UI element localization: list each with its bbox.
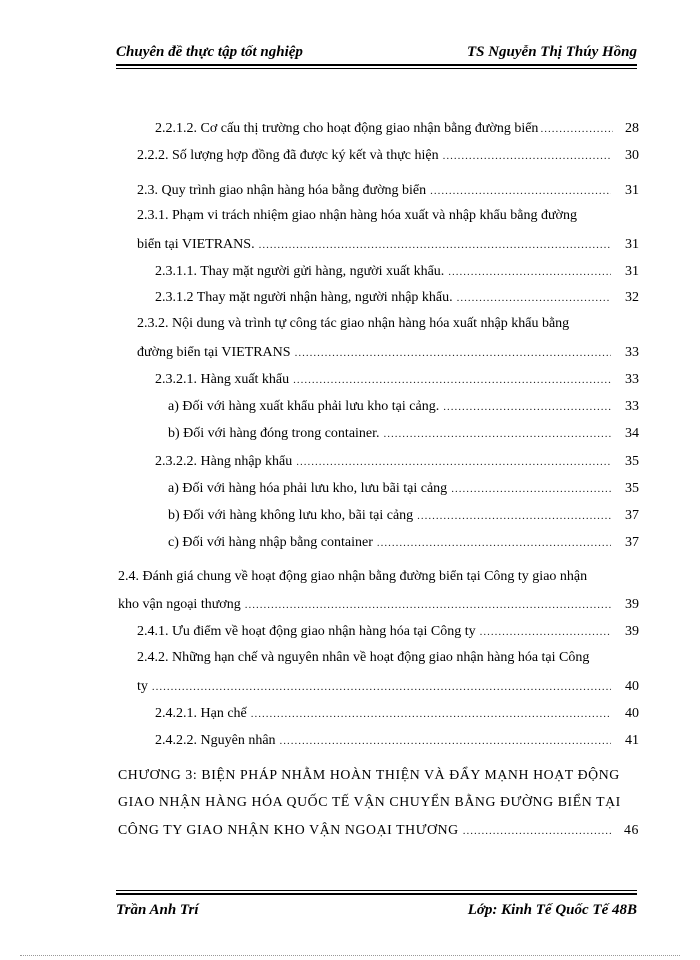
toc-entry: 2.3.2.1. Hàng xuất khẩu ..... 33 xyxy=(155,372,639,392)
toc-entry-line: 2.4.2. Những hạn chế và nguyên nhân về hoạt động giao nhận hàng hóa tại Công xyxy=(137,650,590,665)
toc-entry: 2.3.1.2 Thay mặt người nhận hàng, người nhập khẩu. ..... 32 xyxy=(155,290,639,310)
toc-entry: 2.2.2. Số lượng hợp đồng đã được ký kết và thực hiện ..... 30 xyxy=(137,148,639,168)
chapter-heading-line: CHƯƠNG 3: BIỆN PHÁP NHẰM HOÀN THIỆN VÀ ĐẨY MẠNH HOẠT ĐỘNG xyxy=(118,767,620,782)
toc-entry: a) Đối với hàng hóa phải lưu kho, lưu bãi tại cảng ..... 35 xyxy=(168,481,639,501)
toc-entry-line: 2.3.2. Nội dung và trình tự công tác giao nhận hàng hóa xuất nhập khẩu bằng xyxy=(137,316,570,331)
toc-entry: CÔNG TY GIAO NHẬN KHO VẬN NGOẠI THƯƠNG ..... 46 xyxy=(118,822,639,842)
toc-entry: 2.4.2.1. Hạn chế ..... 40 xyxy=(155,706,639,726)
toc-entry: biển tại VIETRANS. ..... 31 xyxy=(137,237,639,257)
header-left-title: Chuyên đề thực tập tốt nghiệp xyxy=(116,44,303,60)
toc-entry: kho vận ngoại thương ..... 39 xyxy=(118,597,639,617)
toc-entry-line: 2.4. Đánh giá chung về hoạt động giao nhận bằng đường biển tại Công ty giao nhận xyxy=(118,569,588,584)
page-footer xyxy=(116,893,637,925)
toc-entry: a) Đối với hàng xuất khẩu phải lưu kho tại cảng. ..... 33 xyxy=(168,399,639,419)
toc-entry: 2.2.1.2. Cơ cấu thị trường cho hoạt động giao nhận bằng đường biển ..... 28 xyxy=(155,121,639,141)
toc-entry: 2.3. Quy trình giao nhận hàng hóa bằng đường biển ..... 31 xyxy=(137,183,639,203)
toc-entry: 2.4.1. Ưu điểm về hoạt động giao nhận hàng hóa tại Công ty ..... 39 xyxy=(137,624,639,644)
toc-entry: 2.3.2.2. Hàng nhập khẩu ..... 35 xyxy=(155,454,639,474)
toc-entry: đường biển tại VIETRANS ..... 33 xyxy=(137,345,639,365)
toc-entry: c) Đối với hàng nhập bằng container ..... 37 xyxy=(168,535,639,555)
toc-entry: ty ..... 40 xyxy=(137,679,639,699)
toc-entry: b) Đối với hàng không lưu kho, bãi tại cảng ..... 37 xyxy=(168,508,639,528)
toc-entry-line: 2.3.1. Phạm vi trách nhiệm giao nhận hàng hóa xuất và nhập khẩu bằng đường xyxy=(137,208,577,223)
chapter-heading-line: GIAO NHẬN HÀNG HÓA QUỐC TẾ VẬN CHUYỂN BẰNG ĐƯỜNG BIỂN TẠI xyxy=(118,794,621,809)
footer-author: Trần Anh Trí xyxy=(116,902,199,918)
page-bottom-divider xyxy=(20,955,680,956)
header-right-author: TS Nguyễn Thị Thúy Hồng xyxy=(466,44,637,60)
toc-entry: 2.4.2.2. Nguyên nhân ..... 41 xyxy=(155,733,639,753)
footer-class: Lớp: Kinh Tế Quốc Tế 48B xyxy=(467,902,637,918)
toc-entry: 2.3.1.1. Thay mặt người gửi hàng, người xuất khẩu. ..... 31 xyxy=(155,264,639,284)
toc-entry: b) Đối với hàng đóng trong container. ..... 34 xyxy=(168,426,639,446)
page-header xyxy=(116,42,637,66)
